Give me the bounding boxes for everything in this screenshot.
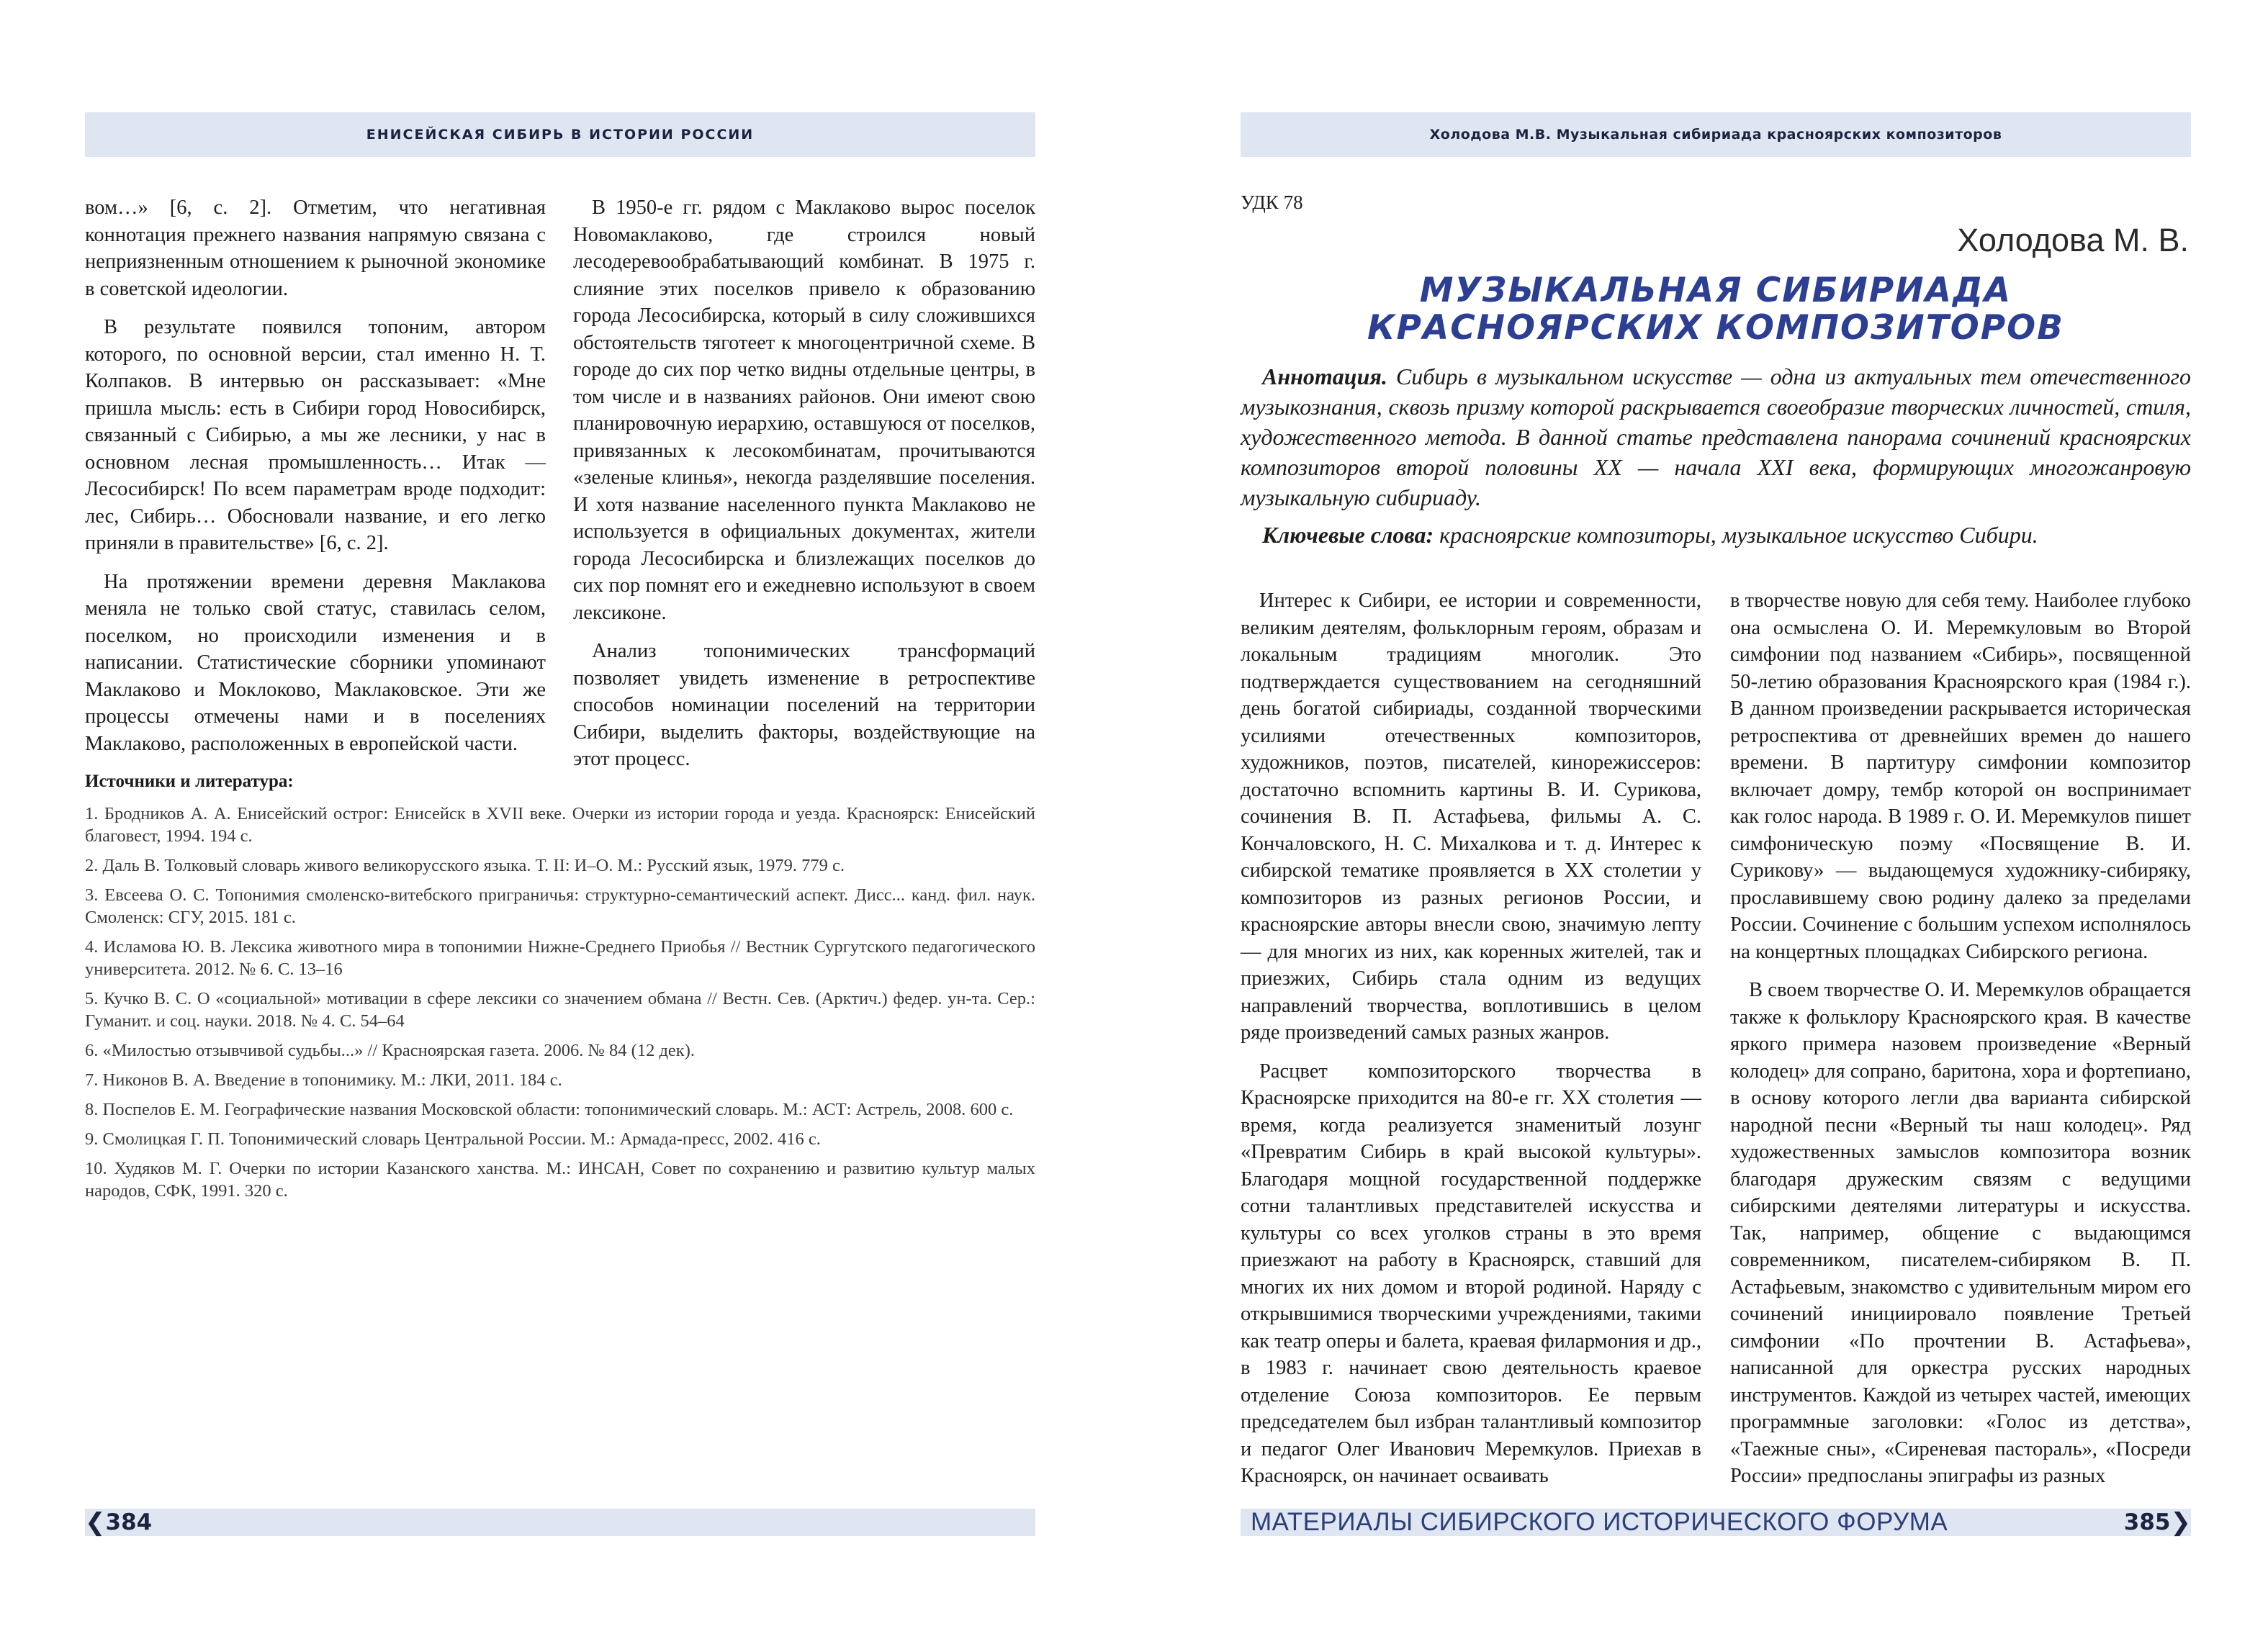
title-line: КРАСНОЯРСКИХ КОМПОЗИТОРОВ <box>1367 308 2064 348</box>
paragraph: в творчестве новую для себя тему. Наиболее глубоко она осмыслена О. И. Меремкуловым во Второй симфонии под названием «Сибирь», посвященной 50-летию образования Красноярского края (1984 г.). В данном произведении раскрывается историческая ретроспектива от древнейших времен до нашего времени. В партитуру симфонии композитор включает домру, тембр которой он воспринимает как голос народа. В 1989 г. О. И. Меремкулов пишет симфоническую поэму «Посвящение В. И. Сурикову» — выдающемуся художнику-сибиряку, прославившему свою родину далеко за пределами России. Сочинение с большим успехом исполнялось на концертных площадках Сибирского региона. <box>1730 590 2191 963</box>
keywords-text: красноярские композиторы, музыкальное искусство Сибири. <box>1439 522 2038 548</box>
reference-item: 3. Евсеева О. С. Топонимия смоленско-витебского приграничья: структурно-семантический аспект. Дисс... канд. фил. наук. Смоленск: СГУ, 2015. 181 с. <box>85 885 1035 927</box>
title-line: МУЗЫКАЛЬНАЯ СИБИРИАДА <box>1419 271 2012 310</box>
paragraph: В своем творчестве О. И. Меремкулов обращается также к фольклору Красноярского края. В качестве яркого примера назовем произведение «Верный колодец» для сопрано, баритона, хора и фортепиано, в основу которого легли два варианта сибирской народной песни «Верный ты наш колодец». Ряд художественных замыслов композитора возник благодаря дружеским связям с ведущими сибирскими деятелями литературы и искусства. Так, например, общение с выдающимся современником, писателем-сибиряком В. П. Астафьевым, знакомство с удивительным миром его сочинений инициировало появление Третьей симфонии «По прочтении В. Астафьева», написанной для оркестра русских народных инструментов. Каждой из четырех частей, имеющих программные заголовки: «Голос из детства», «Таежные сны», «Сиреневая пастораль», «Посреди России» предпосланы эпиграфы из разных <box>1730 979 2191 1487</box>
page-number-text: 385 <box>2123 1509 2171 1535</box>
abstract-text: Сибирь в музыкальном искусстве — одна из актуальных тем отечественного музыкознания, сквозь призму которой раскрывается своеобразие творческих личностей, стиля, художественного метода. В данной статье представлена панорама сочинений красноярских композиторов второй половины XX — начала XXI века, формирующих многожанровую музыкальную сибириаду. <box>1241 363 2192 510</box>
reference-item: 2. Даль В. Толковый словарь живого великорусского языка. Т. II: И–О. М.: Русский язык, 1979. 779 с. <box>85 856 845 875</box>
udk-code: УДК 78 <box>1241 191 1303 213</box>
paragraph: Расцвет композиторского творчества в Красноярске приходится на 80-е гг. XX столетия — время, когда реализуется знаменитый лозунг «Превратим Сибирь в край высокой культуры». Благодаря мощной государственной поддержке сотни талантливых представителей искусства и культуры со всех уголков страны в это время приезжают на работу в Красноярск, ставший для многих их них домом и второй родиной. Наряду с открывшимися творческими учреждениями, такими как театр оперы и балета, краевая филармония и др., в 1983 г. начинает свою деятельность краевое отделение Союза композиторов. Ее первым председателем был избран талантливый композитор и педагог Олег Иванович Меремкулов. Приехав в Красноярск, он начинает осваивать <box>1241 1060 1701 1487</box>
running-header-right: Холодова М.В. Музыкальная сибириада красноярских композиторов <box>1241 112 2191 157</box>
page-number-left <box>85 1508 152 1537</box>
page-number-text: 384 <box>105 1509 153 1535</box>
right-column-2 <box>1730 587 2191 1501</box>
right-column-1 <box>1241 587 1701 1501</box>
paragraph: В результате появился топоним, автором которого, по основной версии, стал именно Н. Т. Колпаков. В интервью он рассказывает: «Мне пришла мысль: есть в Сибири город Новосибирск, связанный с Сибирью, а мы же лесники, у нас в основном лесная промышленность… Итак — Лесосибирск! По всем параметрам вроде подходит: лес, Сибирь… Обосновали название, и его легко приняли в правительстве» [6, с. 2]. <box>85 316 546 554</box>
reference-item: 10. Худяков М. Г. Очерки по истории Казанского ханства. М.: ИНСАН, Совет по сохранению и развитию культур малых народов, СФК, 1991. 320 с. <box>85 1159 1035 1201</box>
keywords-paragraph <box>1241 520 2191 550</box>
article-title <box>1241 272 2191 347</box>
reference-item: 7. Никонов В. А. Введение в топонимику. М.: ЛКИ, 2011. 184 с. <box>85 1070 562 1090</box>
paragraph: Интерес к Сибири, ее истории и современности, великим деятелям, фольклорным героям, образам и локальным традициям многолик. Это подтверждается существованием на сегодняшний день богатой сибириады, созданной творческими усилиями отечественных композиторов, художников, поэтов, писателей, кинорежиссеров: достаточно вспомнить картины В. И. Сурикова, сочинения В. П. Астафьева, фильмы А. С. Кончаловского, Н. С. Михалкова и т. д. Интерес к сибирской тематике проявляется в XX столетии у композиторов из разных регионов России, и красноярские авторы внесли свою, значимую лепту — для многих из них, как коренных жителей, так и приезжих, Сибирь стала одним из ведущих направлений творчества, воплотившись в целом ряде произведений самых разных жанров. <box>1241 590 1701 1044</box>
author-name: Холодова М. В. <box>1957 222 2189 258</box>
reference-item: 1. Бродников А. А. Енисейский острог: Енисейск в XVII веке. Очерки из истории города и уезда. Красноярск: Енисейский благовест, 1994. 194 с. <box>85 804 1035 846</box>
references-title: Источники и литература: <box>85 772 294 791</box>
paragraph: вом…» [6, с. 2]. Отметим, что негативная коннотация прежнего названия напрямую связана с неприязненным отношением к рыночной экономике в советской идеологии. <box>85 197 546 300</box>
left-column-1 <box>85 194 546 769</box>
reference-item: 8. Поспелов Е. М. Географические названия Московской области: топонимический словарь. М.: АСТ: Астрель, 2008. 600 с. <box>85 1100 1014 1119</box>
reference-item: 5. Кучко В. С. О «социальной» мотивации в сфере лексики со значением обмана // Вестн. Сев. (Арктич.) федер. ун-та. Сер.: Гуманит. и соц. науки. 2018. № 4. С. 54–64 <box>85 989 1035 1031</box>
keywords-label: Ключевые слова: <box>1262 522 1434 548</box>
abstract-paragraph <box>1241 361 2191 512</box>
abstract-label: Аннотация. <box>1262 363 1387 389</box>
chevron-left-icon: ❮ <box>85 1508 106 1537</box>
page-number-right <box>2124 1508 2191 1537</box>
journal-title: МАТЕРИАЛЫ СИБИРСКОГО ИСТОРИЧЕСКОГО ФОРУМА <box>1251 1508 1948 1536</box>
left-column-2 <box>573 194 1035 785</box>
footer-right <box>1241 1509 2191 1536</box>
reference-item: 9. Смолицкая Г. П. Топонимический словарь Центральной России. М.: Армада-пресс, 2002. 416 с. <box>85 1129 821 1149</box>
running-header-left: ЕНИСЕЙСКАЯ СИБИРЬ В ИСТОРИИ РОССИИ <box>85 112 1035 157</box>
chevron-right-icon: ❯ <box>2170 1508 2191 1537</box>
paragraph: Анализ топонимических трансформаций позволяет увидеть изменение в ретроспективе способов номинации поселений на территории Сибири, выделить факторы, воздействующие на этот процесс. <box>573 640 1035 770</box>
abstract <box>1241 361 2191 550</box>
reference-item: 6. «Милостью отзывчивой судьбы...» // Красноярская газета. 2006. № 84 (12 дек). <box>85 1041 695 1060</box>
references <box>85 770 1035 1209</box>
footer-left <box>85 1509 1035 1536</box>
right-page <box>1134 0 2268 1644</box>
paragraph: На протяжении времени деревня Маклакова меняла не только свой статус, ставилась селом, поселком, но происходили изменения и в написании. Статистические сборники упоминают Маклаково и Моклоково, Маклаковское. Эти же процессы отмечены нами и в поселениях Маклаково, расположенных в европейской части. <box>85 570 546 755</box>
reference-item: 4. Исламова Ю. В. Лексика животного мира в топонимии Нижне-Среднего Приобья // Вестник Сургутского педагогического университета. 2012. № 6. С. 13–16 <box>85 937 1035 979</box>
paragraph: В 1950-е гг. рядом с Маклаково вырос поселок Новомаклаково, где строился новый лесодеревообрабатывающий комбинат. В 1975 г. слияние этих поселков привело к образованию города Лесосибирска, который в силу сложившихся обстоятельств тяготеет к многоцентричной схеме. В городе до сих пор четко видны отдельные центры, в том числе и в названиях районов. Они имеют свою планировочную иерархию, оставшуюся от поселков, привязанных к лесокомбинатам, прочитываются «зеленые клинья», некогда разделявшие поселения. И хотя название населенного пункта Маклаково не используется в официальных документах, жители города Лесосибирска и близлежащих поселков до сих пор помнят его и ежедневно используют в своем лексиконе. <box>573 197 1035 624</box>
